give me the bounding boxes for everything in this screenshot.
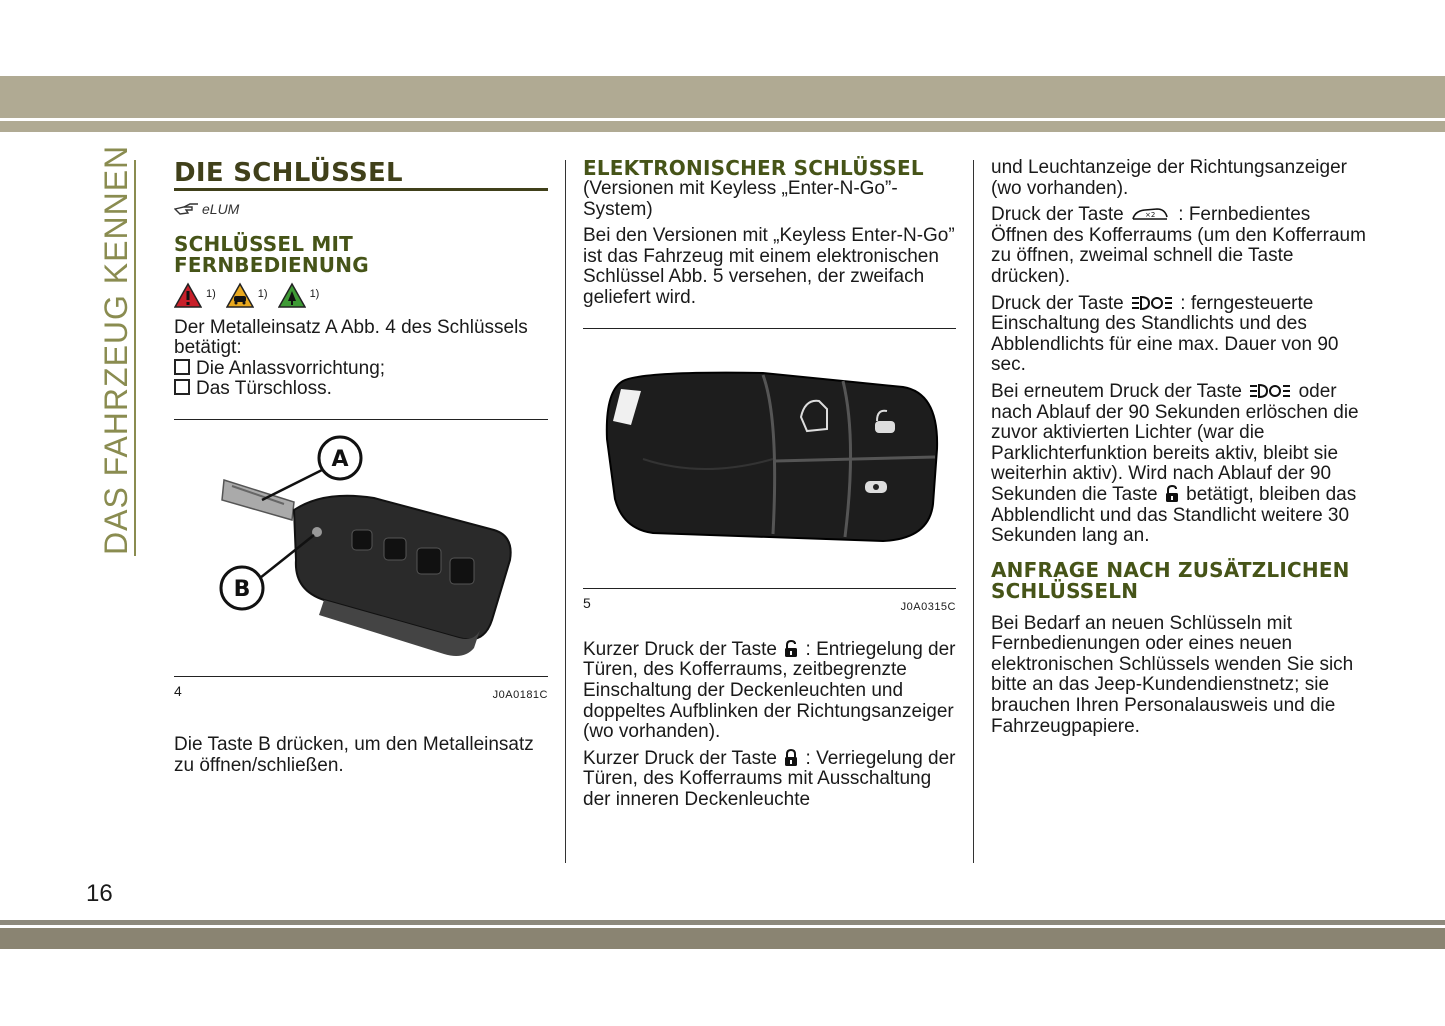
hand-pointer-icon — [174, 201, 200, 217]
figure-bottom-rule — [583, 588, 956, 589]
trunk-text-b: : Fernbedientes Öffnen des Kofferraums (um den Kofferraum zu öffnen, zweimal schnell die Taste drücken). — [991, 204, 1366, 287]
trunk-paragraph — [991, 205, 1371, 287]
warning-green-icon — [278, 282, 306, 308]
footer-band — [0, 928, 1445, 949]
lights-off-text-b: oder nach Ablauf der 90 Sekunden erlöschen die zuvor aktivierten Lichter (war die Parklichterfunktion bereits aktiv, bleibt sie weiterhin aktiv). Wird nach Ablauf der 90 Sekunden die Taste — [991, 380, 1359, 505]
lights-text-b: : ferngesteuerte Einschaltung des Standlichts und des Abblendlichts für eine max. Dauer von 90 sec. — [991, 292, 1339, 376]
warning-red-icon — [174, 282, 202, 308]
unlock-text-a: Kurzer Druck der Taste — [583, 638, 777, 660]
list-item-label: Die Anlassvorrichtung; — [196, 357, 386, 379]
warning-ref-3: 1) — [309, 288, 320, 301]
title-rule — [174, 188, 548, 191]
trunk-text-a: Druck der Taste — [991, 204, 1124, 226]
lock-button-icon — [865, 481, 887, 493]
column-3 — [991, 158, 1371, 737]
section-title-electronic-key: ELEKTRONISCHER SCHLÜSSEL — [583, 156, 924, 180]
warning-yellow-icon — [226, 282, 254, 308]
lights-off-text-c: betätigt, bleiben das Abblendlicht und das Standlicht weitere 30 Sekunden lang an. — [991, 483, 1357, 547]
subtitle-remote-key: SCHLÜSSEL MIT FERNBEDIENUNG — [174, 231, 369, 277]
list-item — [174, 379, 548, 400]
section-title-additional-keys: ANFRAGE NACH ZUSÄTZLICHEN SCHLÜSSELN — [991, 557, 1350, 603]
header-band-line — [0, 121, 1445, 132]
intro-text: Der Metalleinsatz A Abb. 4 des Schlüssels betätigt: — [174, 316, 528, 359]
header-band — [0, 76, 1445, 118]
electronic-key-intro: Bei den Versionen mit „Keyless Enter-N-Go” ist das Fahrzeug mit einem elektronischen Schlüssel Abb. 5 versehen, der zweifach geliefert wird. — [583, 225, 955, 308]
checkbox-bullet-icon — [174, 379, 190, 395]
warning-icons — [174, 282, 548, 308]
label-a: A — [331, 446, 349, 472]
lights-icon — [1249, 382, 1291, 400]
lock-paragraph — [583, 749, 956, 811]
lock-icon — [784, 749, 798, 767]
label-b: B — [233, 576, 251, 602]
unlock-text-b: : Entriegelung der Türen, des Kofferraums, zeitbegrenzte Einschaltung der Deckenleuchten und doppeltes Aufblinken der Richtungsanzeiger (wo vorhanden). — [583, 638, 956, 743]
elum-logo-text: eLUM — [202, 201, 240, 217]
lights-paragraph — [991, 294, 1371, 376]
unlock-icon — [1165, 485, 1179, 503]
trunk-x2-icon — [1131, 205, 1171, 223]
after-figure-text: Die Taste B drücken, um den Metalleinsatz zu öffnen/schließen. — [174, 734, 534, 776]
column-divider — [565, 160, 566, 863]
unlock-paragraph — [583, 640, 956, 743]
figure-number: 4 — [174, 682, 182, 699]
list-item-label: Das Türschloss. — [196, 378, 332, 400]
versions-note: (Versionen mit Keyless „Enter-N-Go”-System) — [583, 178, 898, 220]
footer-band-line — [0, 920, 1445, 925]
figure-number: 5 — [583, 595, 591, 612]
figure-bottom-rule — [174, 676, 548, 677]
side-rule — [134, 160, 136, 556]
column-1 — [174, 158, 548, 776]
continued-text: und Leuchtanzeige der Richtungsanzeiger (wo vorhanden). — [991, 157, 1347, 199]
warning-ref-2: 1) — [257, 288, 268, 301]
additional-keys-text: Bei Bedarf an neuen Schlüsseln mit Fernbedienungen oder eines neuen elektronischen Schlüssels wenden Sie sich bitte an das Jeep-Kundendienstnetz; sie brauchen Ihren Personalausweis und die Fahrzeugpapiere. — [991, 612, 1354, 737]
lock-text-a: Kurzer Druck der Taste — [583, 747, 777, 769]
figure-code: J0A0315C — [900, 601, 956, 614]
section-side-title: DAS FAHRZEUG KENNEN — [98, 144, 134, 555]
page-number: 16 — [86, 880, 113, 907]
column-divider — [973, 160, 974, 863]
column-2 — [583, 158, 956, 811]
warning-ref-1: 1) — [206, 288, 216, 301]
checkbox-bullet-icon — [174, 359, 190, 375]
figure-code: J0A0181C — [492, 688, 548, 701]
unlock-icon — [784, 640, 798, 658]
figure-4-key-image — [174, 420, 548, 670]
lock-text-b: : Verriegelung der Türen, des Kofferraums mit Ausschaltung der inneren Deckenleuchte — [583, 747, 956, 810]
elum-logo — [174, 199, 548, 220]
page-title: DIE SCHLÜSSEL — [174, 158, 403, 188]
lights-text-a: Druck der Taste — [991, 292, 1124, 314]
lights-off-text-a: Bei erneutem Druck der Taste — [991, 380, 1242, 402]
figure-4-caption — [174, 681, 548, 706]
list-item — [174, 359, 548, 380]
lights-off-paragraph — [991, 382, 1371, 547]
svg-text:×2: ×2 — [1144, 211, 1156, 220]
lights-icon — [1131, 294, 1173, 312]
figure-5-caption — [583, 593, 956, 618]
figure-5-electronic-key-image — [583, 329, 956, 583]
